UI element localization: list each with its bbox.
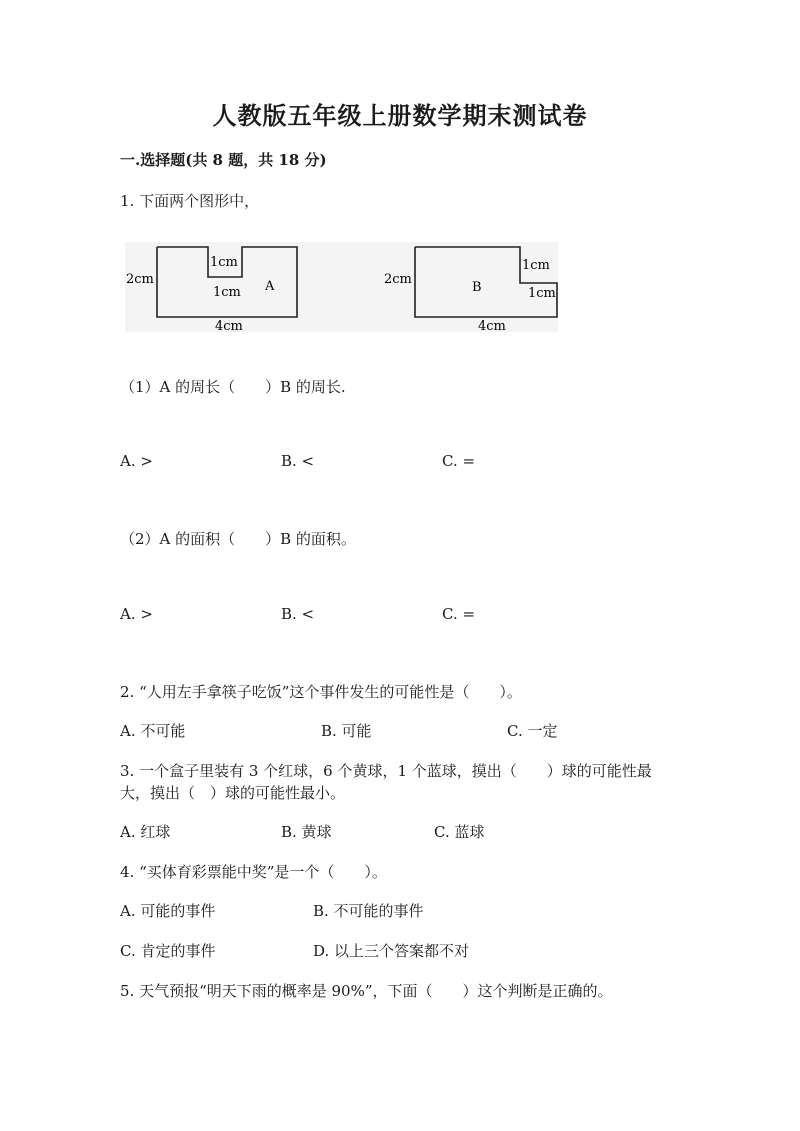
question-4-stem: 4. “买体育彩票能中奖”是一个（ ）。 xyxy=(120,863,387,881)
question-5-stem: 5. 天气预报“明天下雨的概率是 90%”，下面（ ）这个判断是正确的。 xyxy=(120,982,613,1000)
question-1-sub2-option-c[interactable]: C. = xyxy=(442,605,476,623)
page-title: 人教版五年级上册数学期末测试卷 xyxy=(212,101,588,130)
question-4-option-d[interactable]: D. 以上三个答案都不对 xyxy=(313,942,470,960)
question-1-sub2-option-a[interactable]: A. > xyxy=(120,605,153,623)
shape-b-width-label: 4cm xyxy=(478,319,506,334)
question-3-option-b[interactable]: B. 黄球 xyxy=(281,823,332,841)
shape-a-name: A xyxy=(265,279,275,294)
question-1-figure xyxy=(0,0,800,360)
question-2-option-a[interactable]: A. 不可能 xyxy=(120,722,186,740)
shape-a-height-label: 2cm xyxy=(126,272,154,287)
question-1-sub2-text: （2）A 的面积（ ）B 的面积。 xyxy=(120,530,356,548)
question-2-option-c[interactable]: C. 一定 xyxy=(507,722,558,740)
section-heading: 一.选择题(共 8 题，共 18 分) xyxy=(120,151,327,169)
shape-b-notch-side1-label: 1cm xyxy=(522,258,550,273)
question-1-stem: 1. 下面两个图形中， xyxy=(120,192,260,210)
question-4-option-b[interactable]: B. 不可能的事件 xyxy=(313,902,424,920)
question-4-option-c[interactable]: C. 肯定的事件 xyxy=(120,942,216,960)
shape-a-notch-width-label: 1cm xyxy=(213,285,241,300)
question-2-option-b[interactable]: B. 可能 xyxy=(321,722,372,740)
shape-b-name: B xyxy=(472,280,482,295)
shape-a-notch-depth-label: 1cm xyxy=(210,255,238,270)
question-3-stem-line2: 大，摸出（ ）球的可能性最小。 xyxy=(120,784,346,802)
question-1-sub2-option-b[interactable]: B. < xyxy=(281,605,315,623)
shape-b-notch-side2-label: 1cm xyxy=(528,286,556,301)
question-4-option-a[interactable]: A. 可能的事件 xyxy=(120,902,216,920)
question-1-sub1-option-a[interactable]: A. > xyxy=(120,452,153,470)
question-1-sub1-option-c[interactable]: C. = xyxy=(442,452,476,470)
question-2-stem: 2. “人用左手拿筷子吃饭”这个事件发生的可能性是（ ）。 xyxy=(120,683,522,701)
question-1-sub1-text: （1）A 的周长（ ）B 的周长. xyxy=(120,378,346,396)
shape-a-width-label: 4cm xyxy=(215,319,243,334)
question-3-option-c[interactable]: C. 蓝球 xyxy=(434,823,485,841)
question-3-stem-line1: 3. 一个盒子里装有 3 个红球，6 个黄球，1 个蓝球，摸出（ ）球的可能性最 xyxy=(120,762,652,780)
question-3-option-a[interactable]: A. 红球 xyxy=(120,823,171,841)
question-1-sub1-option-b[interactable]: B. < xyxy=(281,452,315,470)
shape-b-height-label: 2cm xyxy=(384,272,412,287)
